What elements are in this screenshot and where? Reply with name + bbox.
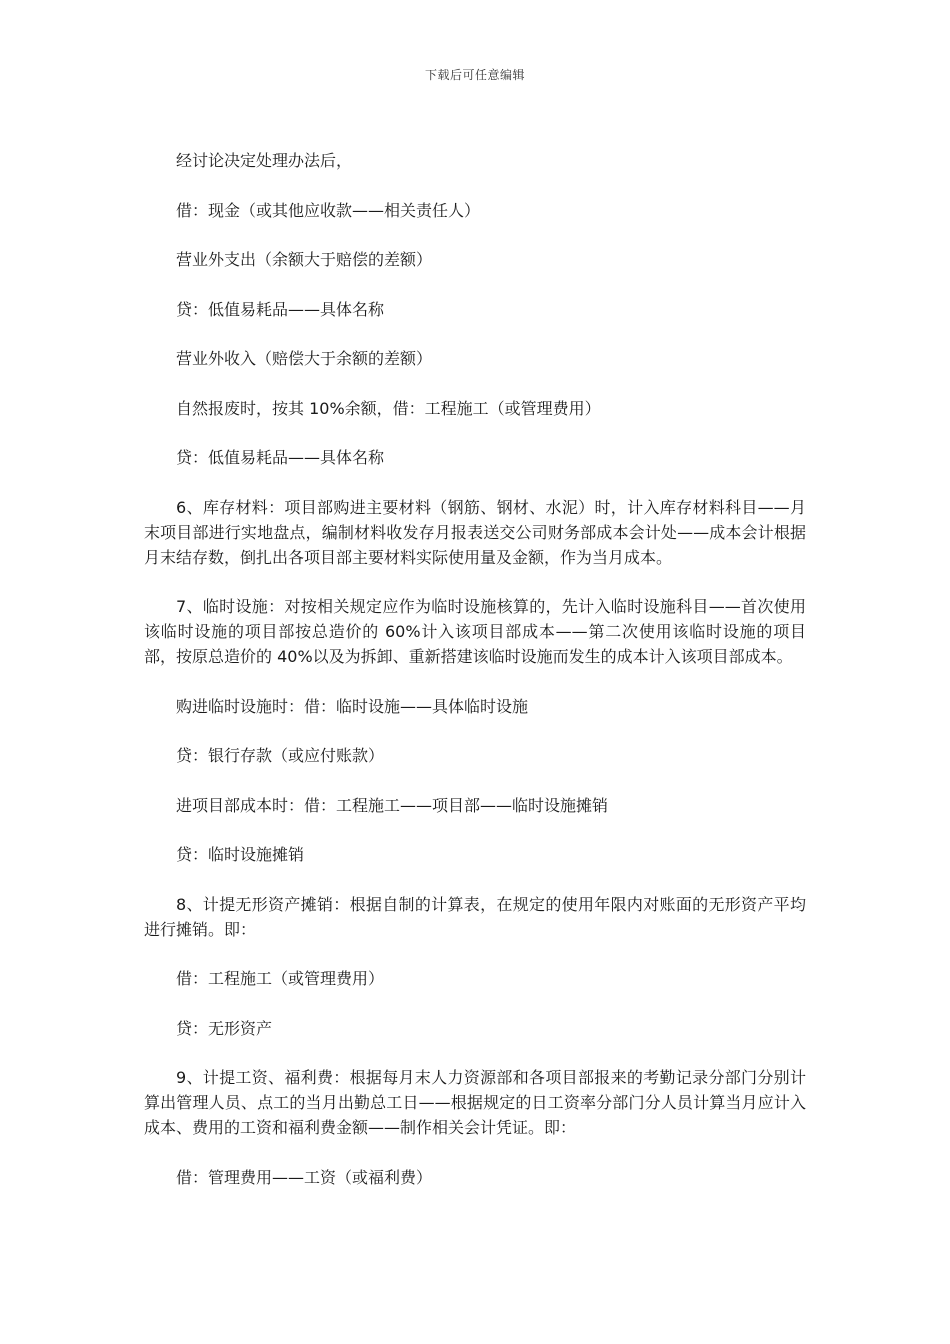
paragraph-item-7-temporary-facilities: 7、临时设施：对按相关规定应作为临时设施核算的，先计入临时设施科目——首次使用该临时设施的项目部按总造价的 60%计入该项目部成本——第二次使用该临时设施的项目部，按原总造价的 40%以及为拆卸、重新搭建该临时设施而发生的成本计入该项目部成本。 (144, 597, 806, 666)
paragraph-debit-management: 借：管理费用——工资（或福利费） (176, 1167, 433, 1187)
paragraph-credit-bank-deposit: 贷：银行存款（或应付账款） (176, 746, 385, 765)
paragraph-item-9-wages: 9、计提工资、福利费：根据每月末人力资源部和各项目部报来的考勤记录分部门分别计算出管理人员、点工的当月出勤总工日——根据规定的日工资率分部门分人员计算当月应计入成本、费用的工资和福利费金额——制作相关会计凭证。即： (144, 1068, 806, 1137)
paragraph-item-8-intangible: 8、计提无形资产摊销：根据自制的计算表，在规定的使用年限内对账面的无形资产平均进行摊销。即： (144, 894, 806, 939)
paragraph-natural-scrap: 自然报废时，按其 10%余额，借：工程施工（或管理费用） (176, 398, 601, 418)
paragraph-credit-amortization: 贷：临时设施摊销 (176, 845, 305, 864)
paragraph-credit-intangible: 贷：无形资产 (176, 1018, 273, 1038)
paragraph-debit-cash: 借：现金（或其他应收款——相关责任人） (176, 200, 481, 220)
paragraph-purchase-facilities: 购进临时设施时：借：临时设施——具体临时设施 (176, 696, 529, 716)
paragraph-credit-low-value: 贷：低值易耗品——具体名称 (176, 299, 385, 319)
paragraph-non-operating-expense: 营业外支出（余额大于赔偿的差额） (176, 250, 433, 269)
document-body (144, 148, 806, 1214)
paragraph-item-6-inventory: 6、库存材料：项目部购进主要材料（钢筋、钢材、水泥）时，计入库存材料科目——月末项目部进行实地盘点，编制材料收发存月报表送交公司财务部成本会计处——成本会计根据月末结存数，倒扎出各项目部主要材料实际使用量及金额，作为当月成本。 (144, 497, 806, 567)
paragraph-credit-low-value-2: 贷：低值易耗品——具体名称 (176, 448, 385, 467)
paragraph-debit-construction: 借：工程施工（或管理费用） (176, 969, 385, 988)
paragraph-non-operating-income: 营业外收入（赔偿大于余额的差额） (176, 349, 433, 368)
page-header: 下载后可任意编辑 (424, 68, 525, 82)
paragraph-project-cost: 进项目部成本时：借：工程施工——项目部——临时设施摊销 (176, 795, 609, 815)
paragraph-decision: 经讨论决定处理办法后， (176, 151, 353, 170)
